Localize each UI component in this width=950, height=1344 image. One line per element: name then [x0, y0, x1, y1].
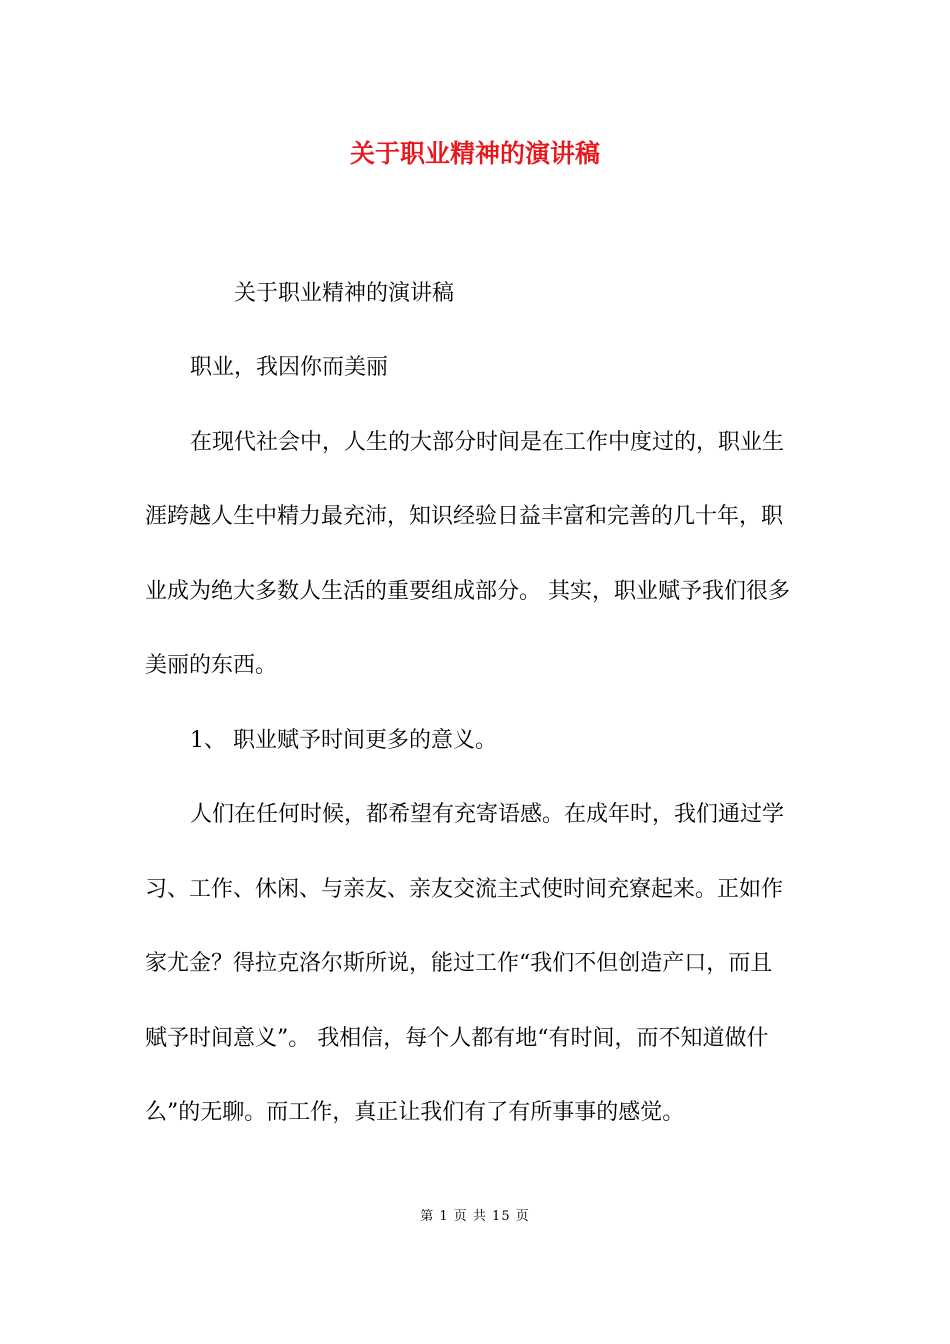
paragraph-line: 美丽的东西。 [145, 653, 278, 678]
paragraph-line: 赋予时间意义”。 我相信，每个人都有地“有时间，而不知道做什 [145, 1026, 769, 1051]
document-title: 关于职业精神的演讲稿 [349, 139, 600, 168]
subtitle-line: 关于职业精神的演讲稿 [234, 281, 455, 306]
paragraph-line: 么”的无聊。而工作，真正让我们有了有所事事的感觉。 [145, 1100, 685, 1125]
heading-line: 职业，我因你而美丽 [190, 355, 389, 380]
numbered-heading-line: 1、 职业赋予时间更多的意义。 [190, 728, 497, 753]
paragraph-line: 人们在任何时候，都希望有充寄语感。在成年时，我们通过学 [190, 802, 785, 827]
paragraph-line: 涯跨越人生中精力最充沛，知识经验日益丰富和完善的几十年，职 [145, 504, 784, 529]
paragraph-line: 在现代社会中，人生的大部分时间是在工作中度过的，职业生 [190, 430, 785, 455]
page-footer: 第 1 页 共 15 页 [420, 1209, 530, 1224]
paragraph-line: 习、工作、休闲、与亲友、亲友交流主式使时间充寮起来。正如作 [145, 877, 784, 902]
paragraph-line: 业成为绝大多数人生活的重要组成部分。 其实，职业赋予我们很多 [145, 579, 790, 604]
paragraph-line: 家尤金？得拉克洛尔斯所说，能过工作“我们不但创造产口，而且 [145, 951, 773, 976]
